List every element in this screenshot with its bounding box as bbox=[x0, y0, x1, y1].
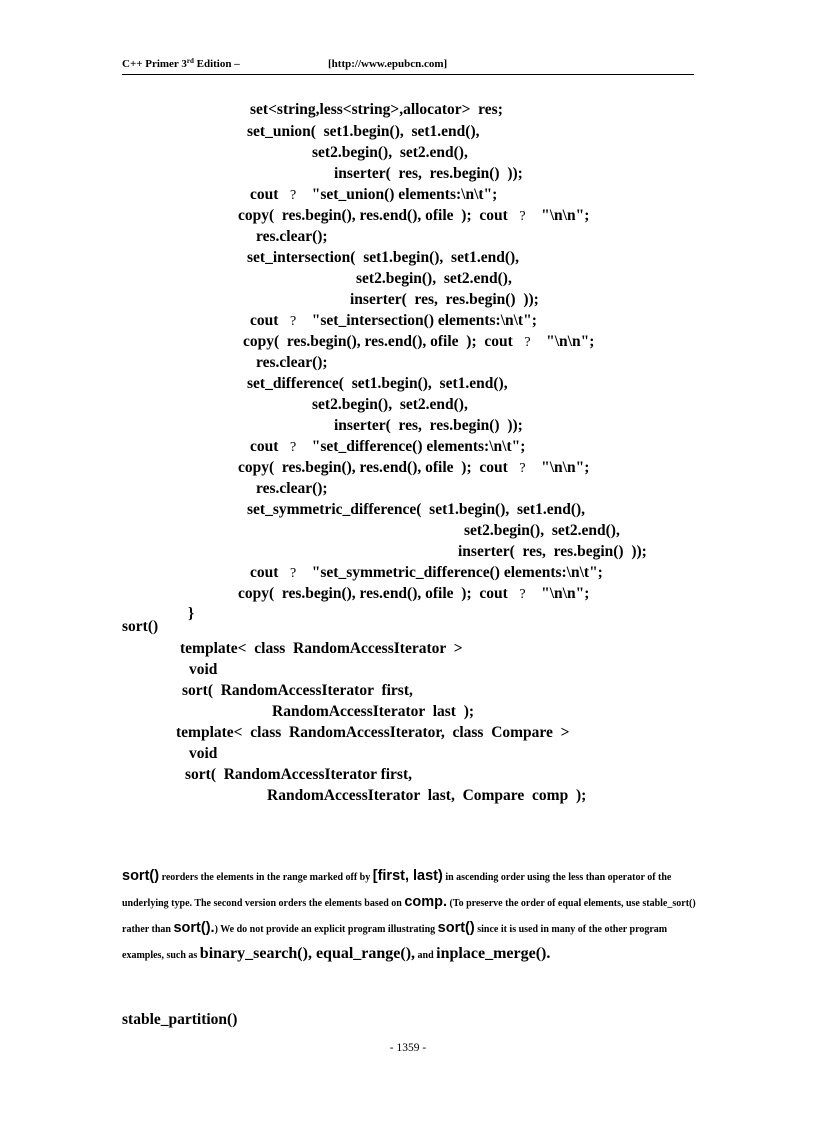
sort-signature-line: sort( RandomAccessIterator first, bbox=[185, 766, 412, 783]
code-line: set2.begin(), set2.end(), bbox=[312, 396, 468, 413]
code-line: copy( res.begin(), res.end(), ofile ); cout ? "\n\n"; bbox=[238, 459, 590, 476]
page-number: - 1359 - bbox=[389, 1042, 427, 1054]
fn-sort: sort() bbox=[122, 868, 160, 884]
sort-signature-line: template< class RandomAccessIterator, class Compare > bbox=[176, 724, 570, 741]
sort-signature-line: RandomAccessIterator last ); bbox=[272, 703, 475, 720]
code-line: cout ? "set_symmetric_difference() elements:\n\t"; bbox=[250, 564, 603, 581]
book-title: C++ Primer 3rd Edition – bbox=[122, 57, 240, 70]
code-line: copy( res.begin(), res.end(), ofile ); cout ? "\n\n"; bbox=[243, 333, 595, 350]
code-line: copy( res.begin(), res.end(), ofile ); cout ? "\n\n"; bbox=[238, 585, 590, 602]
code-line: inserter( res, res.begin() )); bbox=[350, 291, 539, 308]
code-line: inserter( res, res.begin() )); bbox=[334, 165, 523, 182]
header-url: [http://www.epubcn.com] bbox=[328, 58, 448, 70]
code-line: set2.begin(), set2.end(), bbox=[356, 270, 512, 287]
range-first-last: [first, last) bbox=[372, 868, 443, 884]
code-line: cout ? "set_union() elements:\n\t"; bbox=[250, 186, 498, 203]
code-line: inserter( res, res.begin() )); bbox=[458, 543, 647, 560]
code-line: cout ? "set_intersection() elements:\n\t"; bbox=[250, 312, 537, 329]
comp-param: comp. bbox=[404, 894, 448, 910]
code-line: cout ? "set_difference() elements:\n\t"; bbox=[250, 438, 526, 455]
code-line: res.clear(); bbox=[256, 354, 328, 371]
example-functions: binary_search(), equal_range(), bbox=[199, 945, 416, 962]
code-line: set<string,less<string>,allocator> res; bbox=[250, 101, 503, 118]
code-line: res.clear(); bbox=[256, 480, 328, 497]
section-title-sort: sort() bbox=[122, 618, 159, 635]
code-line: set2.begin(), set2.end(), bbox=[312, 144, 468, 161]
section-title-stable-partition: stable_partition() bbox=[122, 1011, 238, 1028]
sort-signature-line: sort( RandomAccessIterator first, bbox=[182, 682, 413, 699]
code-line: } bbox=[188, 605, 195, 622]
page-header bbox=[122, 56, 694, 75]
code-line: set_union( set1.begin(), set1.end(), bbox=[247, 123, 480, 140]
code-line: set2.begin(), set2.end(), bbox=[464, 522, 620, 539]
code-line: set_difference( set1.begin(), set1.end(), bbox=[247, 375, 508, 392]
code-line: res.clear(); bbox=[256, 228, 328, 245]
sort-description: sort() reorders the elements in the range marked off by [first, last) in ascending order using the less than operator of the underlying type. The second version orders the elements based on comp. (To preserve the order of equal elements, use stable_sort() rather than sort().) We do not provide an explicit program illustrating sort() since it is used in many of the other program examples, such as binary_search(), equal_range(), and inplace_merge(). bbox=[122, 868, 696, 962]
sort-signature-line: void bbox=[189, 745, 218, 762]
sort-signature-line: template< class RandomAccessIterator > bbox=[180, 640, 463, 657]
example-function-inplace-merge: inplace_merge(). bbox=[436, 945, 551, 962]
fn-sort-2: sort(). bbox=[173, 920, 215, 936]
sort-signature-line: RandomAccessIterator last, Compare comp ); bbox=[267, 787, 587, 804]
sort-signature-line: void bbox=[189, 661, 218, 678]
fn-sort-3: sort() bbox=[437, 920, 475, 936]
code-line: set_symmetric_difference( set1.begin(), set1.end(), bbox=[247, 501, 586, 518]
code-line: inserter( res, res.begin() )); bbox=[334, 417, 523, 434]
code-line: set_intersection( set1.begin(), set1.end(), bbox=[247, 249, 520, 266]
code-line: copy( res.begin(), res.end(), ofile ); cout ? "\n\n"; bbox=[238, 207, 590, 224]
